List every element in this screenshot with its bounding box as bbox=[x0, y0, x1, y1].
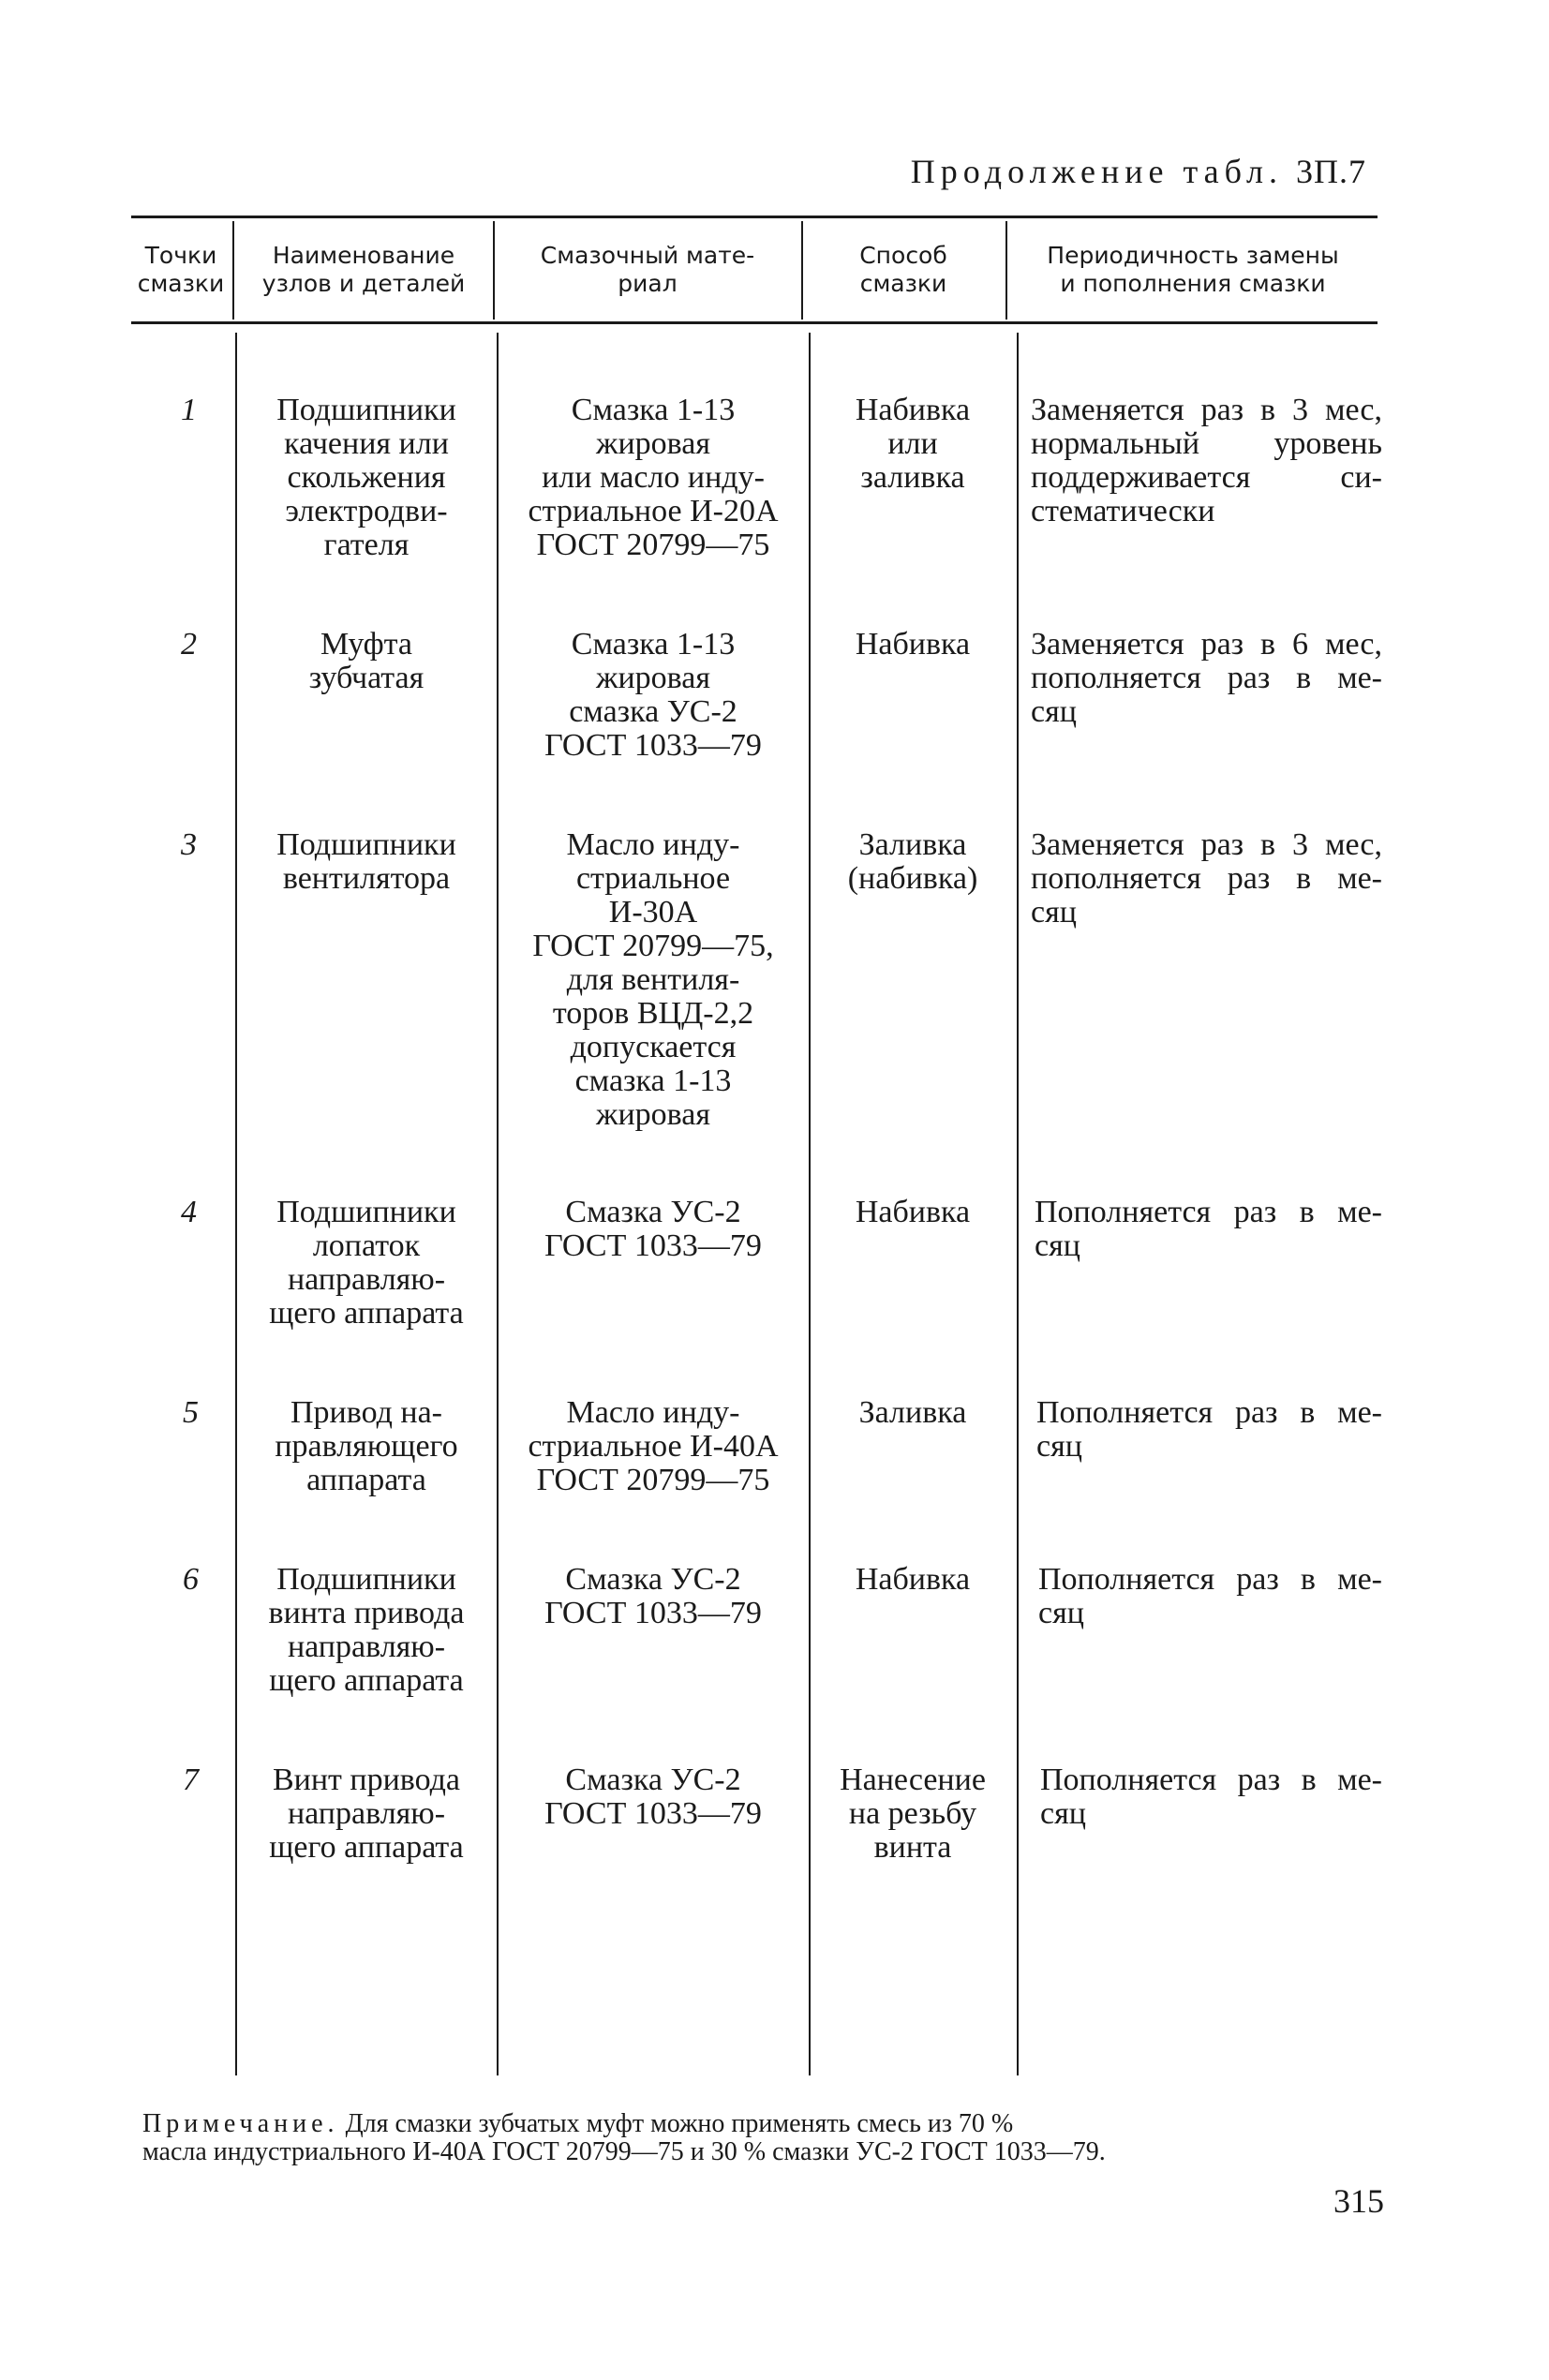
header-divider bbox=[493, 221, 495, 320]
cell-line: сяц bbox=[1035, 1228, 1080, 1263]
cell-line: стриальное И-40А bbox=[528, 1429, 779, 1464]
continuation-label: Продолжение табл. bbox=[910, 153, 1283, 190]
footnote-line-1 bbox=[142, 2110, 1389, 2138]
cell-line: Набивка bbox=[855, 1195, 971, 1229]
cell-line: Смазка УС-2 bbox=[565, 1763, 741, 1797]
column-divider bbox=[235, 333, 237, 2075]
cell-line: Заменяется раз в 6 мес, bbox=[1031, 627, 1382, 662]
row-2-period bbox=[1031, 628, 1382, 729]
header-line: риал bbox=[618, 270, 678, 297]
cell-line: щего аппарата bbox=[269, 1296, 464, 1331]
cell-line: направляю- bbox=[287, 1629, 446, 1664]
cell-line: щего аппарата bbox=[269, 1830, 464, 1865]
row-1-material bbox=[500, 394, 806, 562]
cell-line: гателя bbox=[323, 528, 410, 562]
row-6-material bbox=[500, 1563, 806, 1630]
cell-line: аппарата bbox=[306, 1463, 426, 1497]
row-4-material bbox=[500, 1196, 806, 1263]
row-3-name bbox=[240, 828, 493, 896]
header-method bbox=[804, 242, 1003, 298]
cell-line: поддерживается си- bbox=[1031, 460, 1382, 495]
row-3-material bbox=[500, 828, 806, 1132]
footnote-label: Примечание. bbox=[142, 2109, 339, 2138]
cell-line: сяц bbox=[1031, 694, 1077, 729]
cell-line: заливка bbox=[860, 460, 965, 495]
cell-line: или bbox=[887, 426, 938, 461]
table-footnote bbox=[142, 2110, 1389, 2166]
cell-line: ГОСТ 20799—75, bbox=[532, 929, 774, 963]
cell-line: винта привода bbox=[268, 1596, 465, 1630]
row-7-method bbox=[812, 1763, 1014, 1865]
row-5-number: 5 bbox=[183, 1395, 199, 1430]
cell-line: лопаток bbox=[312, 1228, 421, 1263]
row-2-method bbox=[812, 628, 1014, 662]
cell-line: зубчатая bbox=[308, 661, 424, 695]
cell-line: на резьбу bbox=[848, 1796, 977, 1831]
row-6-method bbox=[812, 1563, 1014, 1597]
cell-line: направляю- bbox=[287, 1796, 446, 1831]
cell-line: жировая bbox=[595, 1097, 711, 1132]
row-7-material bbox=[500, 1763, 806, 1831]
cell-line: торов ВЦД-2,2 bbox=[552, 996, 754, 1031]
cell-line: ГОСТ 1033—79 bbox=[544, 1796, 762, 1831]
header-line: узлов и деталей bbox=[261, 270, 466, 297]
cell-line: Пополняется раз в ме- bbox=[1038, 1562, 1382, 1597]
header-line: и пополнения смазки bbox=[1060, 270, 1326, 297]
row-3-method bbox=[812, 828, 1014, 896]
cell-line: пополняется раз в ме- bbox=[1031, 861, 1382, 896]
cell-line: Смазка 1-13 bbox=[571, 627, 736, 662]
cell-line: смазка 1-13 bbox=[574, 1064, 732, 1098]
cell-line: сяц bbox=[1040, 1796, 1086, 1831]
header-divider bbox=[1005, 221, 1007, 320]
header-units bbox=[236, 242, 491, 298]
table-continuation-caption bbox=[911, 152, 1366, 191]
footnote-text: Для смазки зубчатых муфт можно применять смесь из 70 % bbox=[345, 2109, 1014, 2138]
header-line: смазки bbox=[137, 270, 225, 297]
header-line: Наименование bbox=[272, 242, 455, 269]
header-material bbox=[497, 242, 798, 298]
cell-line: Набивка bbox=[855, 393, 971, 427]
table-number: 3П.7 bbox=[1296, 153, 1366, 190]
row-6-number: 6 bbox=[183, 1562, 199, 1597]
cell-line: ГОСТ 1033—79 bbox=[544, 1596, 762, 1630]
row-4-number: 4 bbox=[181, 1195, 197, 1229]
header-points bbox=[131, 242, 231, 298]
cell-line: скольжения bbox=[287, 460, 446, 495]
column-divider bbox=[1017, 333, 1019, 2075]
row-5-method bbox=[812, 1396, 1014, 1430]
header-line: Смазочный мате- bbox=[540, 242, 755, 269]
cell-line: стриальное bbox=[575, 861, 731, 896]
cell-line: Пополняется раз в ме- bbox=[1036, 1395, 1382, 1430]
cell-line: правляющего bbox=[275, 1429, 458, 1464]
cell-line: для вентиля- bbox=[566, 962, 740, 997]
cell-line: или масло инду- bbox=[542, 460, 765, 495]
row-1-period bbox=[1031, 394, 1382, 528]
cell-line: Заменяется раз в 3 мес, bbox=[1031, 393, 1382, 427]
cell-line: допускается bbox=[570, 1030, 737, 1064]
cell-line: ГОСТ 20799—75 bbox=[536, 528, 770, 562]
cell-line: ГОСТ 1033—79 bbox=[544, 1228, 762, 1263]
header-bottom-rule bbox=[131, 321, 1378, 324]
cell-line: Смазка 1-13 bbox=[571, 393, 736, 427]
cell-line: винта bbox=[873, 1830, 952, 1865]
row-1-method bbox=[812, 394, 1014, 495]
cell-line: (набивка) bbox=[847, 861, 978, 896]
column-divider bbox=[809, 333, 811, 2075]
row-6-name bbox=[240, 1563, 493, 1698]
cell-line: электродви- bbox=[285, 494, 448, 528]
row-2-number: 2 bbox=[181, 627, 197, 662]
row-1-number: 1 bbox=[181, 393, 197, 427]
cell-line: сяц bbox=[1038, 1596, 1084, 1630]
header-line: Точки bbox=[144, 242, 217, 269]
cell-line: Заменяется раз в 3 мес, bbox=[1031, 827, 1382, 862]
column-divider bbox=[497, 333, 499, 2075]
row-2-name bbox=[240, 628, 493, 695]
row-2-material bbox=[500, 628, 806, 763]
page-number: 315 bbox=[1333, 2182, 1384, 2220]
cell-line: вентилятора bbox=[282, 861, 451, 896]
header-period bbox=[1008, 242, 1378, 298]
row-5-period bbox=[1036, 1396, 1382, 1464]
cell-line: стематически bbox=[1031, 494, 1215, 528]
row-7-name bbox=[240, 1763, 493, 1865]
cell-line: Привод на- bbox=[290, 1395, 442, 1430]
cell-line: щего аппарата bbox=[269, 1663, 464, 1698]
cell-line: смазка УС-2 bbox=[569, 694, 737, 729]
cell-line: сяц bbox=[1036, 1429, 1082, 1464]
cell-line: Масло инду- bbox=[566, 1395, 740, 1430]
header-divider bbox=[232, 221, 234, 320]
cell-line: Набивка bbox=[855, 627, 971, 662]
row-3-number: 3 bbox=[181, 827, 197, 862]
row-5-name bbox=[240, 1396, 493, 1497]
row-7-period bbox=[1040, 1763, 1382, 1831]
header-line: Способ bbox=[859, 242, 947, 269]
row-4-method bbox=[812, 1196, 1014, 1229]
cell-line: качения или bbox=[284, 426, 449, 461]
cell-line: жировая bbox=[595, 661, 711, 695]
cell-line: Муфта bbox=[320, 627, 412, 662]
cell-line: Подшипники bbox=[276, 393, 456, 427]
cell-line: Винт привода bbox=[272, 1763, 461, 1797]
cell-line: Пополняется раз в ме- bbox=[1035, 1195, 1382, 1229]
cell-line: сяц bbox=[1031, 895, 1077, 930]
cell-line: Подшипники bbox=[276, 827, 456, 862]
row-6-period bbox=[1038, 1563, 1382, 1630]
header-divider bbox=[801, 221, 803, 320]
cell-line: Заливка bbox=[858, 827, 967, 862]
row-7-number: 7 bbox=[183, 1763, 199, 1797]
table-top-rule bbox=[131, 216, 1378, 218]
cell-line: жировая bbox=[595, 426, 711, 461]
cell-line: пополняется раз в ме- bbox=[1031, 661, 1382, 695]
cell-line: Заливка bbox=[858, 1395, 967, 1430]
cell-line: Подшипники bbox=[276, 1562, 456, 1597]
row-1-name bbox=[240, 394, 493, 562]
cell-line: нормальный уровень bbox=[1031, 426, 1382, 461]
row-3-period bbox=[1031, 828, 1382, 930]
cell-line: Пополняется раз в ме- bbox=[1040, 1763, 1382, 1797]
cell-line: И-30А bbox=[608, 895, 698, 930]
cell-line: ГОСТ 20799—75 bbox=[536, 1463, 770, 1497]
cell-line: Нанесение bbox=[840, 1763, 986, 1797]
footnote-line-2: масла индустриального И-40А ГОСТ 20799—75 и 30 % смазки УС-2 ГОСТ 1033—79. bbox=[142, 2137, 1106, 2166]
row-5-material bbox=[500, 1396, 806, 1497]
cell-line: направляю- bbox=[287, 1262, 446, 1297]
cell-line: стриальное И-20А bbox=[528, 494, 779, 528]
row-4-period bbox=[1035, 1196, 1382, 1263]
cell-line: Масло инду- bbox=[566, 827, 740, 862]
row-4-name bbox=[240, 1196, 493, 1331]
cell-line: Смазка УС-2 bbox=[565, 1195, 741, 1229]
cell-line: Смазка УС-2 bbox=[565, 1562, 741, 1597]
cell-line: Подшипники bbox=[276, 1195, 456, 1229]
header-line: смазки bbox=[859, 270, 947, 297]
cell-line: ГОСТ 1033—79 bbox=[544, 728, 762, 763]
cell-line: Набивка bbox=[855, 1562, 971, 1597]
header-line: Периодичность замены bbox=[1047, 242, 1339, 269]
